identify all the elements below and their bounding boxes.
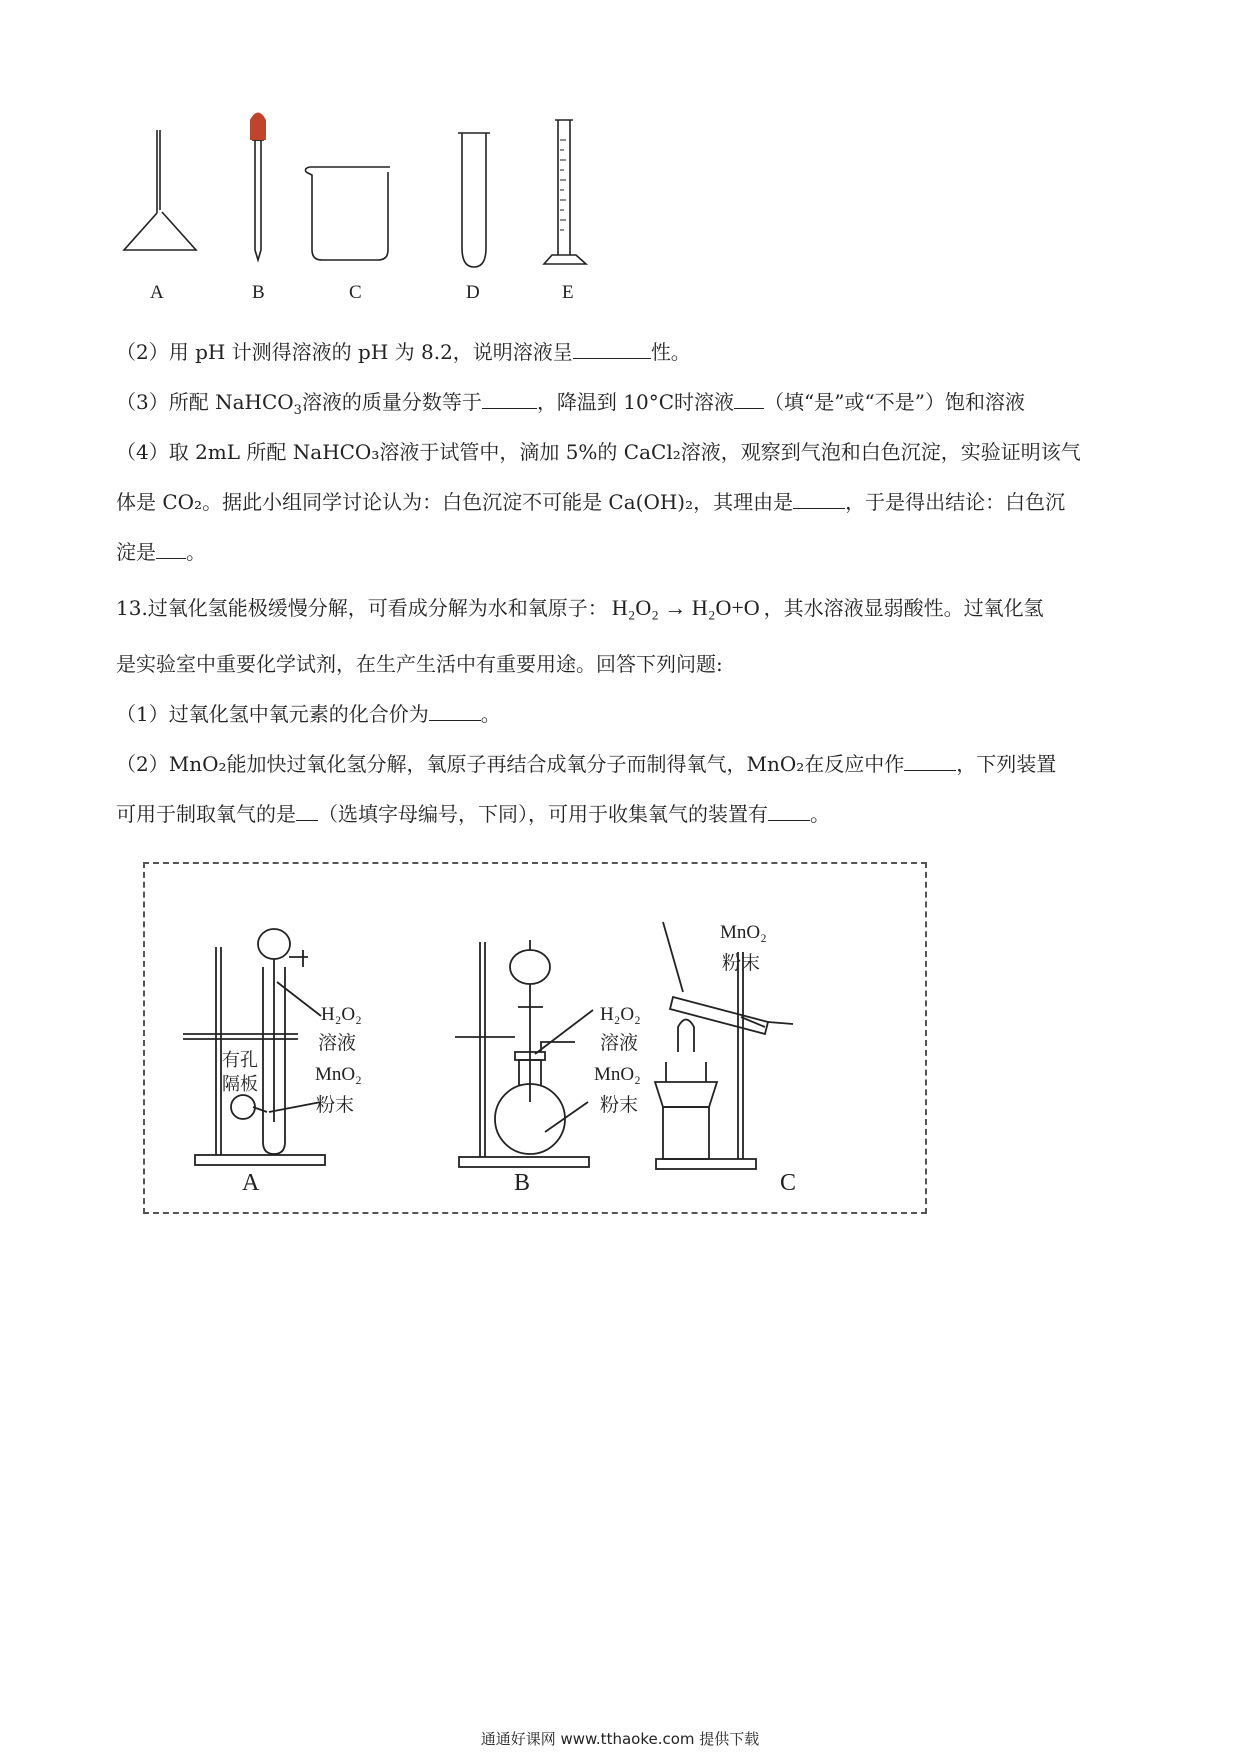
answer-blank — [734, 392, 764, 409]
answer-blank — [156, 542, 186, 559]
instrument-label-a: A — [150, 282, 164, 303]
q12-part2: （2）用 pH 计测得溶液的 pH 为 8.2，说明溶液呈 性。 — [116, 340, 691, 364]
q12-part3: （3）所配 NaHCO$_3$溶液的质量分数等于 ，降温到 10°C时溶液 （填“是”或“不是”）饱和溶液 — [116, 390, 1025, 418]
q13-intro-line2: 是实验室中重要化学试剂，在生产生活中有重要用途。回答下列问题: — [116, 652, 723, 676]
apparatus-label-a: A — [242, 1170, 260, 1196]
apparatus-c-mno2: MnO₂ — [720, 922, 767, 943]
apparatus-b-solution: 溶液 — [600, 1032, 639, 1054]
answer-blank — [296, 804, 318, 821]
page-footer: 通通好课网 www.tthaoke.com 提供下载 — [480, 1730, 760, 1748]
apparatus-a-porous-1: 有孔 — [222, 1050, 258, 1071]
apparatus-b-mno2: MnO₂ — [594, 1064, 641, 1085]
answer-blank — [904, 754, 956, 771]
q13-part1: （1）过氧化氢中氧元素的化合价为 。 — [116, 702, 501, 726]
answer-blank — [429, 704, 481, 721]
answer-blank — [793, 492, 845, 509]
apparatus-figure — [143, 862, 927, 1214]
instrument-label-c: C — [349, 282, 362, 303]
answer-blank — [482, 392, 537, 409]
apparatus-b-h2o2: H₂O₂ — [600, 1004, 641, 1025]
q13-part2-line1: （2）MnO₂能加快过氧化氢分解，氧原子再结合成氧分子而制得氧气，MnO₂在反应中作 ，下列装置 — [116, 752, 1057, 776]
apparatus-label-c: C — [780, 1170, 797, 1196]
instrument-label-e: E — [562, 282, 574, 303]
answer-blank — [573, 342, 651, 359]
decomposition-equation: H₂O₂ → H₂O+O — [611, 595, 760, 620]
apparatus-c-powder: 粉末 — [722, 952, 761, 974]
apparatus-a-solution: 溶液 — [318, 1032, 357, 1054]
q13-intro-line1: 13.过氧化氢能极缓慢分解，可看成分解为水和氧原子： H₂O₂ → H₂O+O ，其水溶液显弱酸性。过氧化氢 — [116, 595, 1044, 620]
q12-part4-line3: 淀是 。 — [116, 540, 206, 564]
instrument-label-d: D — [466, 282, 480, 303]
apparatus-a-powder: 粉末 — [316, 1094, 355, 1116]
q12-part4-line1: （4）取 2mL 所配 NaHCO₃溶液于试管中，滴加 5%的 CaCl₂溶液，观察到气泡和白色沉淀，实验证明该气 — [116, 440, 1081, 464]
dropper-bulb — [250, 113, 266, 141]
apparatus-a-porous-2: 隔板 — [222, 1074, 258, 1095]
instrument-label-b: B — [252, 282, 265, 303]
answer-blank — [768, 804, 810, 821]
q13-part2-line2: 可用于制取氧气的是 （选填字母编号，下同），可用于收集氧气的装置有 。 — [116, 802, 830, 826]
apparatus-a-mno2: MnO₂ — [315, 1064, 362, 1085]
q12-part4-line2: 体是 CO₂。据此小组同学讨论认为：白色沉淀不可能是 Ca(OH)₂，其理由是 ，于是得出结论：白色沉 — [116, 490, 1066, 514]
instruments-figure — [100, 100, 620, 300]
apparatus-a-h2o2: H₂O₂ — [321, 1004, 362, 1025]
apparatus-label-b: B — [514, 1170, 531, 1196]
apparatus-b-powder: 粉末 — [600, 1094, 639, 1116]
